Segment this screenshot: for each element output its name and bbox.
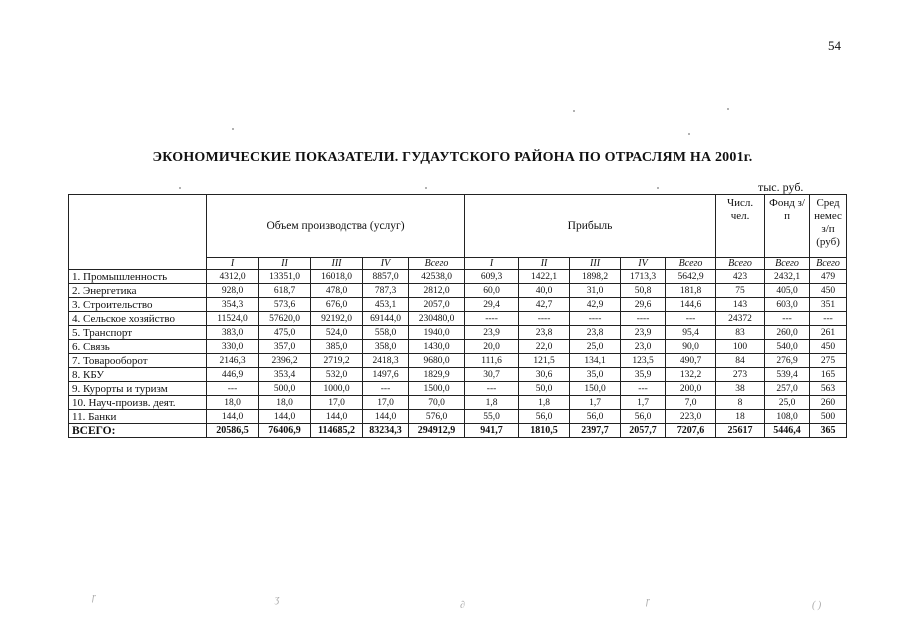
table-cell: ----: [570, 312, 621, 326]
scan-speck: [232, 128, 234, 130]
table-cell: 4312,0: [207, 270, 259, 284]
table-cell: 478,0: [311, 284, 363, 298]
table-row: [69, 284, 847, 298]
table-cell: 358,0: [363, 340, 409, 354]
subheader-cell: I: [207, 258, 259, 270]
table-cell: 257,0: [765, 382, 810, 396]
table-cell: 941,7: [465, 424, 519, 438]
table-cell: 92192,0: [311, 312, 363, 326]
table-cell: 57620,0: [259, 312, 311, 326]
table-cell: 2057,7: [621, 424, 666, 438]
scan-mark: ɼ: [646, 596, 650, 607]
table-cell: 563: [810, 382, 847, 396]
table-cell: 1810,5: [519, 424, 570, 438]
table-cell: 42,7: [519, 298, 570, 312]
table-cell: 1,8: [465, 396, 519, 410]
industry-name: 5. Транспорт: [69, 326, 207, 340]
table-cell: 144,6: [666, 298, 716, 312]
subheader-cell: III: [311, 258, 363, 270]
table-cell: 16018,0: [311, 270, 363, 284]
scan-mark: ( ): [812, 600, 822, 611]
table-cell: 83: [716, 326, 765, 340]
industry-name: ВСЕГО:: [69, 424, 207, 438]
table-cell: 576,0: [409, 410, 465, 424]
table-cell: ---: [207, 382, 259, 396]
table-cell: 2146,3: [207, 354, 259, 368]
table-cell: 20586,5: [207, 424, 259, 438]
table-cell: 7,0: [666, 396, 716, 410]
employees-header: Числ. чел.: [716, 195, 765, 258]
table-row: [69, 368, 847, 382]
table-cell: 7207,6: [666, 424, 716, 438]
industry-name: 10. Науч-произв. деят.: [69, 396, 207, 410]
table-cell: 230480,0: [409, 312, 465, 326]
table-cell: 108,0: [765, 410, 810, 424]
table-cell: 1430,0: [409, 340, 465, 354]
economic-indicators-table: [68, 194, 847, 438]
avg-wage-header: Сред немес з/п (руб): [810, 195, 847, 258]
table-cell: 56,0: [570, 410, 621, 424]
table-row: [69, 340, 847, 354]
table-cell: ---: [465, 382, 519, 396]
table-cell: 2396,2: [259, 354, 311, 368]
table-cell: 18: [716, 410, 765, 424]
table-row: [69, 270, 847, 284]
table-cell: ---: [621, 382, 666, 396]
table-cell: 276,9: [765, 354, 810, 368]
table-cell: 56,0: [519, 410, 570, 424]
table-cell: 2057,0: [409, 298, 465, 312]
table-cell: ---: [810, 312, 847, 326]
table-cell: 524,0: [311, 326, 363, 340]
table-cell: 1422,1: [519, 270, 570, 284]
industry-name: 4. Сельское хозяйство: [69, 312, 207, 326]
table-cell: 330,0: [207, 340, 259, 354]
table-cell: 75: [716, 284, 765, 298]
table-cell: 144,0: [259, 410, 311, 424]
table-cell: ---: [363, 382, 409, 396]
table-cell: 405,0: [765, 284, 810, 298]
table-cell: 1829,9: [409, 368, 465, 382]
table-cell: 2397,7: [570, 424, 621, 438]
table-cell: 181,8: [666, 284, 716, 298]
table-cell: ----: [621, 312, 666, 326]
table-row: [69, 354, 847, 368]
industry-name: 6. Связь: [69, 340, 207, 354]
scan-mark: ∂: [460, 600, 465, 611]
table-cell: 23,8: [570, 326, 621, 340]
scan-speck: [688, 133, 690, 135]
table-cell: 540,0: [765, 340, 810, 354]
table-cell: 479: [810, 270, 847, 284]
table-cell: 5446,4: [765, 424, 810, 438]
table-cell: 13351,0: [259, 270, 311, 284]
table-cell: 121,5: [519, 354, 570, 368]
table-cell: 351: [810, 298, 847, 312]
subheader-cell: II: [519, 258, 570, 270]
table-cell: 111,6: [465, 354, 519, 368]
table-cell: 2432,1: [765, 270, 810, 284]
table-cell: 787,3: [363, 284, 409, 298]
wage-fund-header: Фонд з/п: [765, 195, 810, 258]
table-cell: 23,8: [519, 326, 570, 340]
table-cell: 17,0: [311, 396, 363, 410]
document-title: ЭКОНОМИЧЕСКИЕ ПОКАЗАТЕЛИ. ГУДАУТСКОГО РАЙОНА ПО ОТРАСЛЯМ НА 2001г.: [152, 150, 753, 165]
industry-name: 2. Энергетика: [69, 284, 207, 298]
table-cell: 353,4: [259, 368, 311, 382]
table-cell: 38: [716, 382, 765, 396]
table-cell: 144,0: [207, 410, 259, 424]
table-cell: 500,0: [259, 382, 311, 396]
scan-mark: ɼ: [92, 592, 96, 603]
table-cell: 365: [810, 424, 847, 438]
table-cell: 490,7: [666, 354, 716, 368]
table-cell: 84: [716, 354, 765, 368]
industry-name: 9. Курорты и туризм: [69, 382, 207, 396]
scan-speck: [573, 110, 575, 112]
table-cell: 35,9: [621, 368, 666, 382]
table-row: [69, 312, 847, 326]
table-cell: 261: [810, 326, 847, 340]
table-cell: 500: [810, 410, 847, 424]
scan-speck: [657, 187, 659, 189]
table-cell: 1713,3: [621, 270, 666, 284]
table-cell: 1000,0: [311, 382, 363, 396]
table-cell: 17,0: [363, 396, 409, 410]
table-cell: 200,0: [666, 382, 716, 396]
table-cell: 260: [810, 396, 847, 410]
scan-speck: [425, 187, 427, 189]
table-cell: 1,8: [519, 396, 570, 410]
industry-header: [69, 195, 207, 270]
table-row: [69, 298, 847, 312]
table-cell: 423: [716, 270, 765, 284]
table-cell: 1898,2: [570, 270, 621, 284]
table-cell: 260,0: [765, 326, 810, 340]
subheader-cell: IV: [363, 258, 409, 270]
table-cell: 50,0: [519, 382, 570, 396]
subheader-cell: Всего: [409, 258, 465, 270]
table-cell: 2719,2: [311, 354, 363, 368]
table-cell: 143: [716, 298, 765, 312]
table-cell: 30,7: [465, 368, 519, 382]
table-cell: 150,0: [570, 382, 621, 396]
table-row: [69, 382, 847, 396]
table-cell: 24372: [716, 312, 765, 326]
table-cell: 56,0: [621, 410, 666, 424]
table-cell: 618,7: [259, 284, 311, 298]
table-cell: 294912,9: [409, 424, 465, 438]
table-cell: 9680,0: [409, 354, 465, 368]
table-row: [69, 396, 847, 410]
table-cell: 70,0: [409, 396, 465, 410]
table-cell: ---: [666, 312, 716, 326]
table-cell: 8857,0: [363, 270, 409, 284]
table-cell: 539,4: [765, 368, 810, 382]
table-cell: 35,0: [570, 368, 621, 382]
table-cell: 1,7: [570, 396, 621, 410]
units-label: тыс. руб.: [758, 180, 804, 194]
subheader-cell: Всего: [765, 258, 810, 270]
subheader-cell: I: [465, 258, 519, 270]
table-cell: 603,0: [765, 298, 810, 312]
table-cell: 76406,9: [259, 424, 311, 438]
table-cell: 354,3: [207, 298, 259, 312]
table-cell: 273: [716, 368, 765, 382]
industry-name: 7. Товарооборот: [69, 354, 207, 368]
table-cell: 18,0: [259, 396, 311, 410]
table-cell: 31,0: [570, 284, 621, 298]
subheader-cell: IV: [621, 258, 666, 270]
table-cell: 5642,9: [666, 270, 716, 284]
table-cell: 532,0: [311, 368, 363, 382]
table-cell: 11524,0: [207, 312, 259, 326]
table-cell: 123,5: [621, 354, 666, 368]
table-cell: 29,6: [621, 298, 666, 312]
table-cell: 132,2: [666, 368, 716, 382]
table-cell: 383,0: [207, 326, 259, 340]
scan-speck: [179, 187, 181, 189]
table-cell: 22,0: [519, 340, 570, 354]
total-row: [69, 424, 847, 438]
table-cell: 928,0: [207, 284, 259, 298]
table-cell: 23,0: [621, 340, 666, 354]
table-cell: 55,0: [465, 410, 519, 424]
table-cell: 676,0: [311, 298, 363, 312]
profit-header: Прибыль: [465, 195, 716, 258]
subheader-cell: Всего: [810, 258, 847, 270]
table-cell: 453,1: [363, 298, 409, 312]
table-cell: 450: [810, 340, 847, 354]
table-cell: 134,1: [570, 354, 621, 368]
table-cell: 25617: [716, 424, 765, 438]
table-cell: 385,0: [311, 340, 363, 354]
table-cell: 114685,2: [311, 424, 363, 438]
table-cell: 42,9: [570, 298, 621, 312]
subheader-cell: Всего: [666, 258, 716, 270]
table-cell: 18,0: [207, 396, 259, 410]
industry-name: 11. Банки: [69, 410, 207, 424]
table-cell: 609,3: [465, 270, 519, 284]
table-cell: 2418,3: [363, 354, 409, 368]
table-cell: 558,0: [363, 326, 409, 340]
table-cell: 23,9: [621, 326, 666, 340]
subheader-cell: Всего: [716, 258, 765, 270]
industry-name: 1. Промышленность: [69, 270, 207, 284]
table-cell: 1940,0: [409, 326, 465, 340]
table-cell: 25,0: [765, 396, 810, 410]
table-row: [69, 410, 847, 424]
table-cell: 69144,0: [363, 312, 409, 326]
industry-name: 8. КБУ: [69, 368, 207, 382]
industry-name: 3. Строительство: [69, 298, 207, 312]
table-cell: 144,0: [363, 410, 409, 424]
table-cell: 1,7: [621, 396, 666, 410]
table-body: [69, 270, 847, 438]
table-cell: 8: [716, 396, 765, 410]
table-cell: 30,6: [519, 368, 570, 382]
table-cell: 90,0: [666, 340, 716, 354]
table-cell: 95,4: [666, 326, 716, 340]
table-cell: 29,4: [465, 298, 519, 312]
table-cell: ---: [765, 312, 810, 326]
page-number: 54: [828, 38, 841, 53]
table-cell: ----: [519, 312, 570, 326]
table-cell: 144,0: [311, 410, 363, 424]
table-row: [69, 326, 847, 340]
table-cell: 100: [716, 340, 765, 354]
production-header: Объем производства (услуг): [207, 195, 465, 258]
scan-mark: ʒ: [275, 594, 280, 605]
table-cell: 25,0: [570, 340, 621, 354]
table-cell: 2812,0: [409, 284, 465, 298]
subheader-cell: III: [570, 258, 621, 270]
table-cell: 446,9: [207, 368, 259, 382]
table-cell: 23,9: [465, 326, 519, 340]
table-cell: 1500,0: [409, 382, 465, 396]
table-cell: 223,0: [666, 410, 716, 424]
subheader-cell: II: [259, 258, 311, 270]
table-cell: 450: [810, 284, 847, 298]
table-cell: 60,0: [465, 284, 519, 298]
table-cell: 1497,6: [363, 368, 409, 382]
table-cell: 50,8: [621, 284, 666, 298]
table-cell: 165: [810, 368, 847, 382]
table-cell: 475,0: [259, 326, 311, 340]
table-cell: 357,0: [259, 340, 311, 354]
header-row: [69, 195, 847, 258]
table-cell: 83234,3: [363, 424, 409, 438]
table-cell: 40,0: [519, 284, 570, 298]
scan-speck: [727, 108, 729, 110]
table-cell: 275: [810, 354, 847, 368]
table-cell: ----: [465, 312, 519, 326]
table-cell: 20,0: [465, 340, 519, 354]
table-cell: 573,6: [259, 298, 311, 312]
table-cell: 42538,0: [409, 270, 465, 284]
